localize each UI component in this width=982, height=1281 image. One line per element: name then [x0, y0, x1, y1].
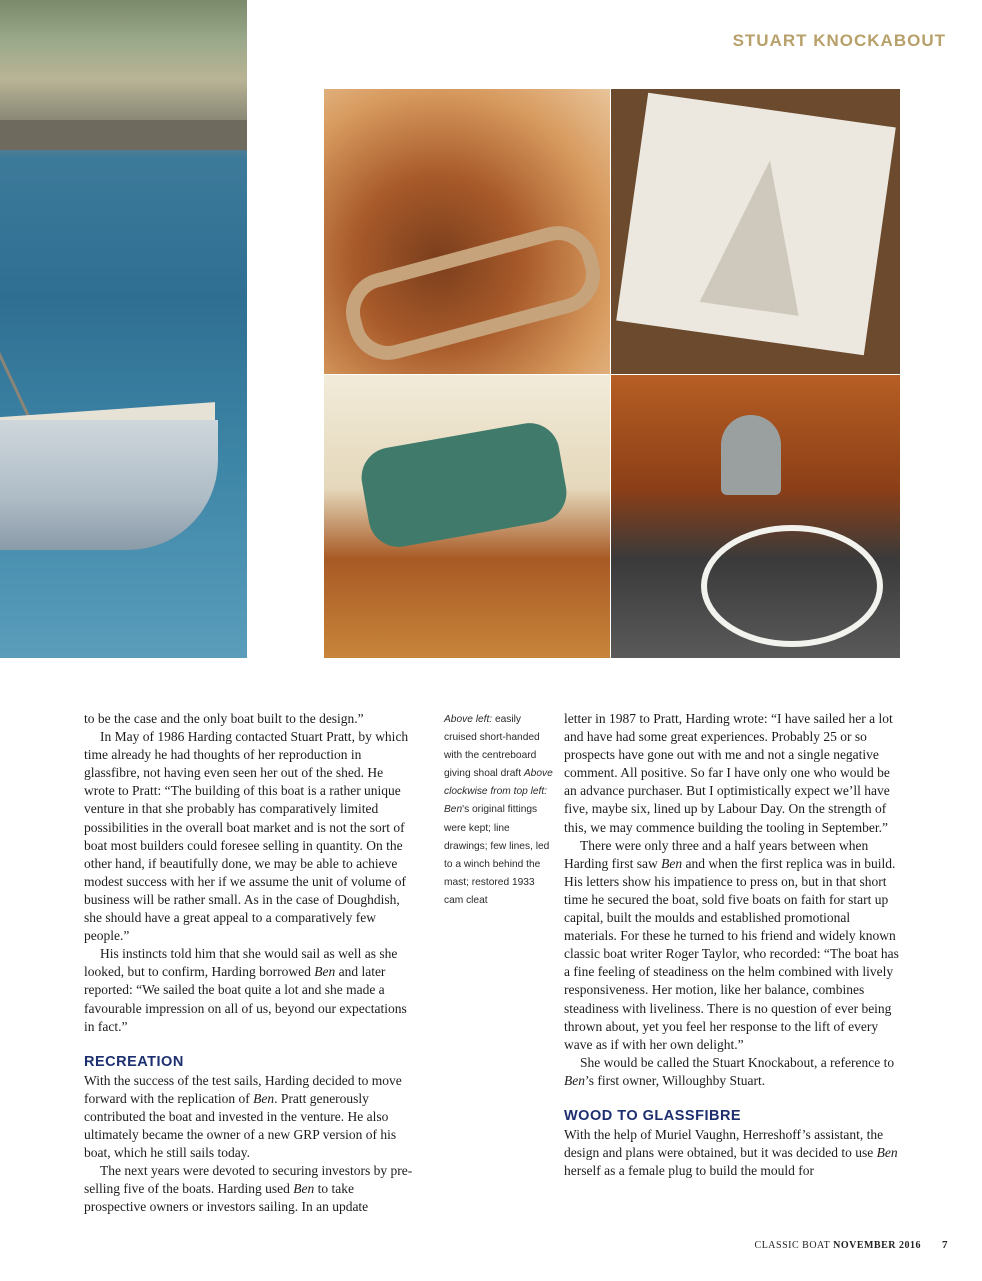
- paragraph: [564, 1126, 900, 1180]
- paragraph: [84, 945, 414, 1035]
- winch-photo: [611, 375, 900, 658]
- caption-label: Above clockwise from top left:: [444, 768, 553, 798]
- text-run: His instincts told him that she would sail as well as she looked, but to confirm, Harding borrowed: [84, 946, 398, 980]
- text-run: herself as a female plug to build the mould for: [564, 1163, 815, 1179]
- boat-name: Ben: [564, 1072, 585, 1088]
- boat-name: Ben: [661, 855, 683, 871]
- paragraph: [564, 837, 900, 1054]
- section-title: STUART KNOCKABOUT: [732, 31, 946, 50]
- paragraph: In May of 1986 Harding contacted Stuart Pratt, by which time already he had thoughts of her reproduction in glassfibre, not having even seen her out of the shed. He wrote to Pratt: “The building of this boat is a rather unique venture in that she probably has comparatively limited possibilities in the overall boat market and is not the sort of boat most builders could foresee selling in quantity. On the other hand, if beautifully done, we may be able to achieve modest success with her if we assume the unit of volume of business will be rather small. As in the case of Doughdish, she should have a great appeal to a comparatively few people.”: [84, 729, 409, 944]
- text-run: and later reported: “We sailed the boat quite a lot and she made a favourable impression on all of us, beyond our expectations in fact.”: [84, 964, 407, 1034]
- rope-coil: [701, 525, 883, 647]
- page-number: 7: [942, 1239, 948, 1251]
- text-run: With the success of the test sails, Harding decided to move forward with the replication of: [84, 1072, 402, 1106]
- text-run: and when the first replica was in build. His letters show his impatience to press on, but in that short time he secured the boat, sold five boats on faith for start up capital, built the moulds and established promotional materials. For these he turned to his friend and widely known classic boat writer Roger Taylor, who recorded: “The boat has a fine feeling of steadiness on the helm combined with lively responsiveness. Her motion, like her balance, combines steadiness with liveliness. There is no question of ever being thrown about, yet you feel her response to the lift of every wave as if with her own delight.”: [564, 855, 899, 1052]
- boat-name: Ben: [253, 1090, 275, 1106]
- boat-hull: [0, 420, 218, 550]
- cam-cleat-photo: [324, 375, 610, 658]
- magazine-name: CLASSIC BOAT: [754, 1240, 831, 1251]
- winch-shape: [721, 415, 781, 495]
- sail-sketch: [700, 153, 820, 315]
- text-run: ’s first owner, Willoughby Stuart.: [585, 1072, 766, 1088]
- text-run: The next years were devoted to securing investors by pre-selling five of the boats. Harding used: [84, 1163, 413, 1197]
- issue-date: NOVEMBER 2016: [833, 1240, 921, 1251]
- paragraph: [564, 1054, 900, 1090]
- boat-name: Ben: [876, 1145, 898, 1161]
- sailboat-photo: [0, 0, 247, 658]
- drawing-paper: [616, 93, 896, 356]
- caption-text: 's original fittings were kept; line drawings; few lines, led to a winch behind the mast; restored 1933 cam cleat: [444, 804, 550, 906]
- subheading-recreation: RECREATION: [84, 1053, 184, 1070]
- caption-label: Above left:: [444, 714, 493, 725]
- shoreline: [0, 120, 247, 150]
- text-run: . Pratt generously contributed the boat and invested in the venture. He also ultimately became the owner of a new GRP version of his boat, which he still sails today.: [84, 1090, 397, 1161]
- paragraph: [84, 1162, 414, 1216]
- page-footer: [755, 1239, 948, 1251]
- photo-caption: [444, 711, 554, 910]
- caption-text: easily cruised short-handed with the centreboard giving shoal draft: [444, 714, 540, 780]
- cleat-rope-photo: [324, 89, 610, 374]
- text-run: There were only three and a half years between when Harding first saw: [564, 837, 869, 871]
- boat-name: Ben: [444, 804, 463, 816]
- text-run: With the help of Muriel Vaughn, Herreshoff’s assistant, the design and plans were obtained, but it was decided to use: [564, 1127, 884, 1161]
- subheading-wood-to-glassfibre: WOOD TO GLASSFIBRE: [564, 1107, 742, 1124]
- paragraph: [84, 1072, 414, 1162]
- text-run: She would be called the Stuart Knockabout, a reference to: [580, 1054, 895, 1070]
- boat-name: Ben: [293, 1181, 315, 1197]
- bronze-cleat-shape: [357, 418, 571, 551]
- text-run: to take prospective owners or investors sailing. In an update: [84, 1181, 369, 1215]
- boat-mast: [0, 334, 34, 426]
- boat-name: Ben: [314, 964, 336, 980]
- left-column: [84, 710, 414, 1217]
- right-column: [564, 710, 900, 1180]
- rope-shape: [337, 217, 609, 369]
- line-drawings-photo: [611, 89, 900, 374]
- paragraph: letter in 1987 to Pratt, Harding wrote: “I have sailed her a lot and have had some great experiences. Probably 25 or so prospects have gone out with me and not a single negative comment. All positive. So far I have only one who would be an advance purchaser. But I optimistically expect we’ll have five, maybe six, lined up by Labour Day. On the strength of this, we may commence building the tooling in September.”: [564, 711, 893, 835]
- paragraph: to be the case and the only boat built to the design.”: [84, 711, 364, 726]
